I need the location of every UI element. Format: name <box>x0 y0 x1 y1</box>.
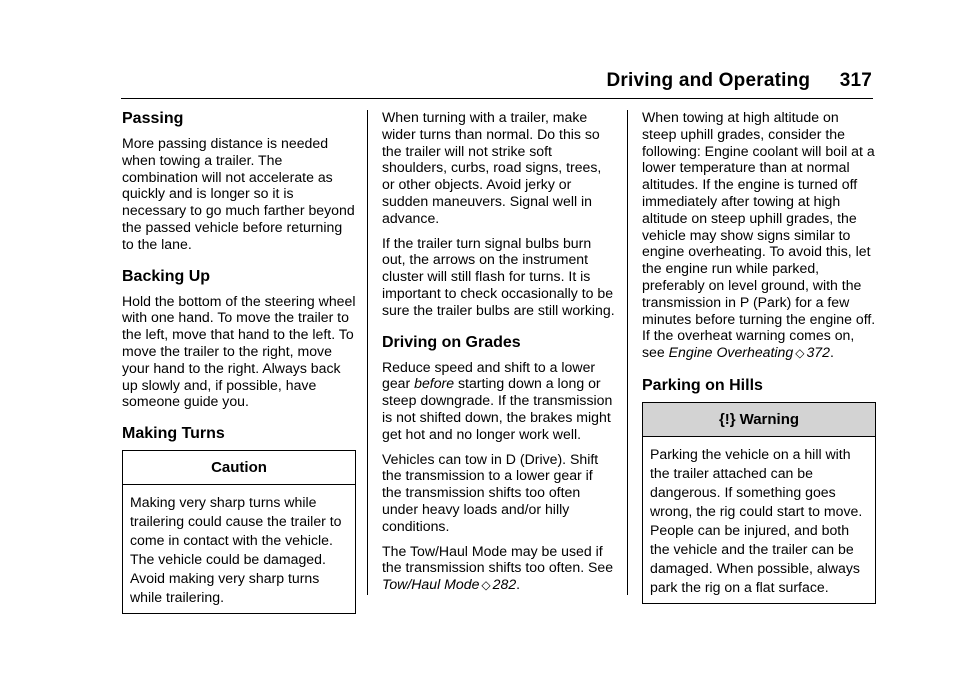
caution-box <box>122 450 356 614</box>
grades-text-1-emphasis: before <box>414 375 455 392</box>
grades-text-1b: starting down a long or steep downgrade. If the transmission is not shifted down, the brakes might get hot and no longer work well. <box>382 375 613 442</box>
altitude-text-end: . <box>829 344 834 361</box>
header-rule <box>121 98 873 99</box>
page-header <box>606 70 872 92</box>
warning-title: Warning <box>739 410 800 428</box>
altitude-text-a: When towing at high altitude on steep uphill grades, consider the following: Engine coolant will boil at a lower temperature than at normal altitudes. If the engine is turned off immediately after towing at high altitude on steep uphill grades, the vehicle may show signs similar to engine overheating. To avoid this, let the engine run while parked, preferably on level ground, with the transmission in P (Park) for a few minutes before turning the engine off. If the overheat warning comes on, see <box>642 109 876 361</box>
driving-on-grades-heading: Driving on Grades <box>382 333 521 351</box>
caution-text: Making very sharp turns while trailering could cause the trailer to come in contact with the vehicle. The vehicle could be damaged. Avoid making very sharp turns while trailering. <box>130 493 342 605</box>
turns-text-1: When turning with a trailer, make wider turns than normal. Do this so the trailer will not strike soft shoulders, curbs, road signs, trees, or other objects. Avoid jerky or sudden maneuvers. Signal well in advance. <box>382 109 602 226</box>
warning-text: Parking the vehicle on a hill with the trailer attached can be dangerous. If something goes wrong, the rig could start to move. People can be injured, and both the vehicle and the trailer can be damaged. When possible, always park the rig on a flat surface. <box>650 445 863 595</box>
grades-text-3a: The Tow/Haul Mode may be used if the transmission shifts too often. See <box>382 542 614 576</box>
column-3 <box>642 109 876 604</box>
page-ref-icon: ◇ <box>795 346 805 361</box>
altitude-text <box>642 109 876 362</box>
section-title: Driving and Operating <box>606 70 811 91</box>
tow-haul-mode-link[interactable]: Tow/Haul Mode <box>382 576 480 593</box>
caution-title: Caution <box>123 451 355 485</box>
warning-box <box>642 402 876 604</box>
column-2 <box>382 109 616 602</box>
page-ref-icon: ◇ <box>481 578 491 593</box>
grades-text-1 <box>382 359 616 443</box>
warning-title-row <box>643 403 875 437</box>
turns-text-2: If the trailer turn signal bulbs burn out, the arrows on the instrument cluster will still flash for turns. It is important to check occasionally to be sure the trailer bulbs are still working. <box>382 234 615 318</box>
engine-overheating-page-ref[interactable]: 372 <box>806 344 830 361</box>
parking-on-hills-heading: Parking on Hills <box>642 376 763 394</box>
grades-text-1a: Reduce speed and shift to a lower gear <box>382 358 596 392</box>
passing-text: More passing distance is needed when towing a trailer. The combination will not accelerate as quickly and is longer so it is necessary to go much farther beyond the passed vehicle before returning to the lane. <box>122 135 355 252</box>
column-1 <box>122 109 356 614</box>
column-divider-1 <box>367 110 368 595</box>
making-turns-heading: Making Turns <box>122 425 225 443</box>
tow-haul-page-ref[interactable]: 282 <box>492 576 517 593</box>
backing-up-heading: Backing Up <box>122 267 211 285</box>
grades-text-2: Vehicles can tow in D (Drive). Shift the transmission to a lower gear if the transmission shifts too often under heavy loads and/or hilly conditions. <box>382 450 599 534</box>
column-divider-2 <box>627 110 628 595</box>
engine-overheating-link[interactable]: Engine Overheating <box>668 344 794 361</box>
backing-up-text: Hold the bottom of the steering wheel with one hand. To move the trailer to the left, move that hand to the left. To move the trailer to the right, move your hand to the right. Always back up slowly and, if possible, have someone guide you. <box>122 292 356 410</box>
warning-icon: {!} <box>718 410 736 428</box>
grades-text-3-end: . <box>516 576 521 593</box>
grades-text-3 <box>382 543 616 594</box>
page-number: 317 <box>839 70 872 91</box>
passing-heading: Passing <box>122 110 184 127</box>
